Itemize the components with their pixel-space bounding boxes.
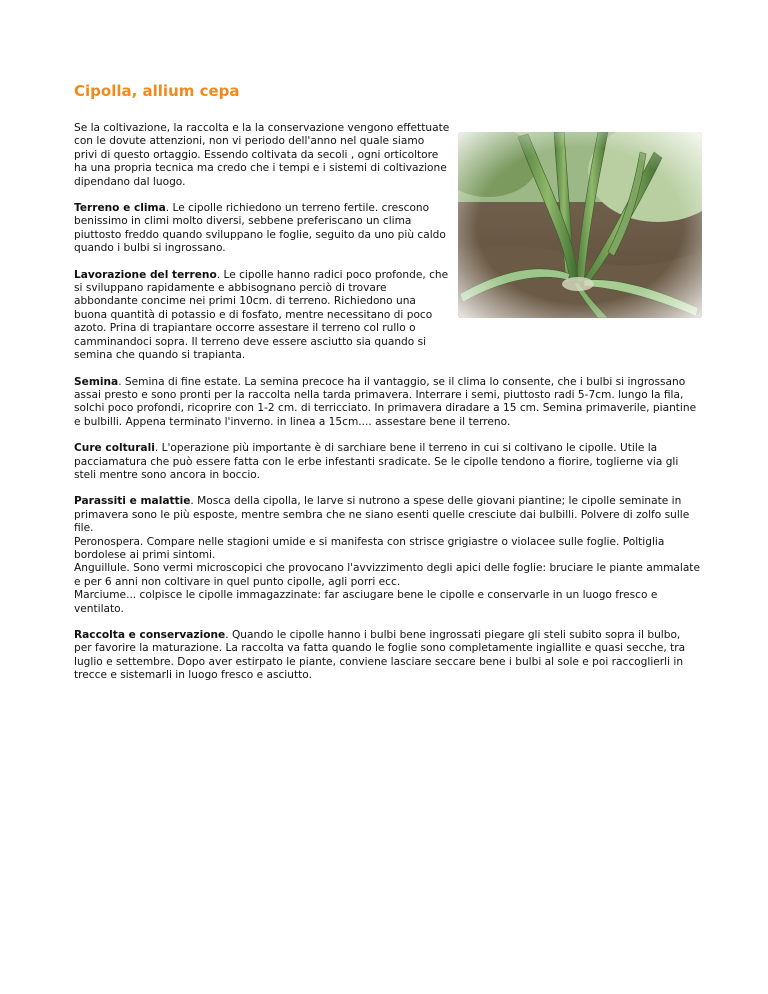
cure-heading: Cure colturali [74, 442, 155, 455]
terreno-heading: Terreno e clima [74, 202, 166, 215]
page-title: Cipolla, allium cepa [74, 82, 240, 100]
parassiti-text: . Mosca della cipolla, le larve si nutrono a spese delle giovani piantine; le cipolle seminate in primavera sono le più esposte, mentre sembra che ne siano esenti quelle cresciute dai bulbilli. Polvere di zolfo sulle file. [74, 495, 690, 535]
lavorazione-heading: Lavorazione del terreno [74, 268, 217, 281]
onion-plants-photo [458, 132, 702, 318]
raccolta-heading: Raccolta e conservazione [74, 629, 226, 641]
article [74, 82, 700, 696]
peronospera-text: Peronospera. Compare nelle stagioni umide e si manifesta con strisce grigiastre o violacee sulle foglie. Poltiglia bordolese ai primi sintomi. [74, 535, 665, 561]
parassiti-heading: Parassiti e malattie [74, 495, 191, 508]
semina-heading: Semina [74, 375, 119, 388]
parassiti-section [74, 495, 700, 616]
semina-text: . Semina di fine estate. La semina precoce ha il vantaggio, se il clima lo consente, che i bulbi si ingrossano assai presto e sono pronti per la raccolta nella tarda primavera. Interrare i semi, piuttosto radi 5-7cm. lungo la fila, solchi poco profondi, ricoprire con 1-2 cm. di terricciato. In primavera diradare a 15 cm. Semina primaverile, piantine e bulbilli. Appena terminato l'inverno. in linea a 15cm.... assestare bene il terreno. [74, 375, 697, 428]
lavorazione-section [74, 269, 452, 363]
semina-section [74, 376, 700, 430]
lavorazione-text: . Le cipolle hanno radici poco profonde, che si sviluppano rapidamente e abbisognano perciò di trovare abbondante concime nei primi 10cm. di terreno. Richiedono una buona quantità di potassio e di fosfato, mentre necessitano di poco azoto. Prina di trapiantare occorre assestare il terreno col rullo o camminandoci sopra. Il terreno deve essere asciutto sia quando si semina che quando si trapianta. [74, 268, 449, 362]
terreno-section [74, 202, 452, 256]
marciume-text: Marciume... colpisce le cipolle immagazzinate: far asciugare bene le cipolle e conservarle in un luogo fresco e ventilato. [74, 589, 658, 615]
intro-paragraph: Se la coltivazione, la raccolta e la la conservazione vengono effettuate con le dovute attenzioni, non vi periodo dell'anno nel quale siamo privi di questo ortaggio. Essendo coltivata da secoli , ogni orticoltore ha una propria tecnica ma credo che i tempi e i sistemi di coltivazione dipendano dal luogo. [74, 122, 450, 188]
anguillule-text: Anguillule. Sono vermi microscopici che provocano l'avvizzimento degli apici delle foglie: bruciare le piante ammalate e per 6 anni non coltivare in quel punto cipolle, agli porri ecc. [74, 562, 700, 588]
terreno-text: . Le cipolle richiedono un terreno fertile. crescono benissimo in climi molto diversi, sebbene preferiscano un clima piuttosto freddo quando sviluppano le foglie, seguito da uno più caldo quando i bulbi si ingrossano. [74, 202, 446, 255]
raccolta-text: . Quando le cipolle hanno i bulbi bene ingrossati piegare gli steli subito sopra il bulbo, per favorire la maturazione. La raccolta va fatta quando le foglie sono completamente ingiallite e quasi secche, tra luglio e settembre. Dopo aver estirpato le piante, conviene lasciare seccare bene i bulbi al sole e poi raccoglierli in trecce e sistemarli in luogo fresco e asciutto. [74, 629, 686, 682]
cure-text: . L'operazione più importante è di sarchiare bene il terreno in cui si coltivano le cipolle. Utile la pacciamatura che può essere fatta con le erbe infestanti sradicate. Se le cipolle tendono a fiorire, toglierne via gli steli mentre sono ancora in boccio. [74, 442, 679, 481]
cure-section [74, 442, 700, 482]
raccolta-section [74, 629, 700, 683]
